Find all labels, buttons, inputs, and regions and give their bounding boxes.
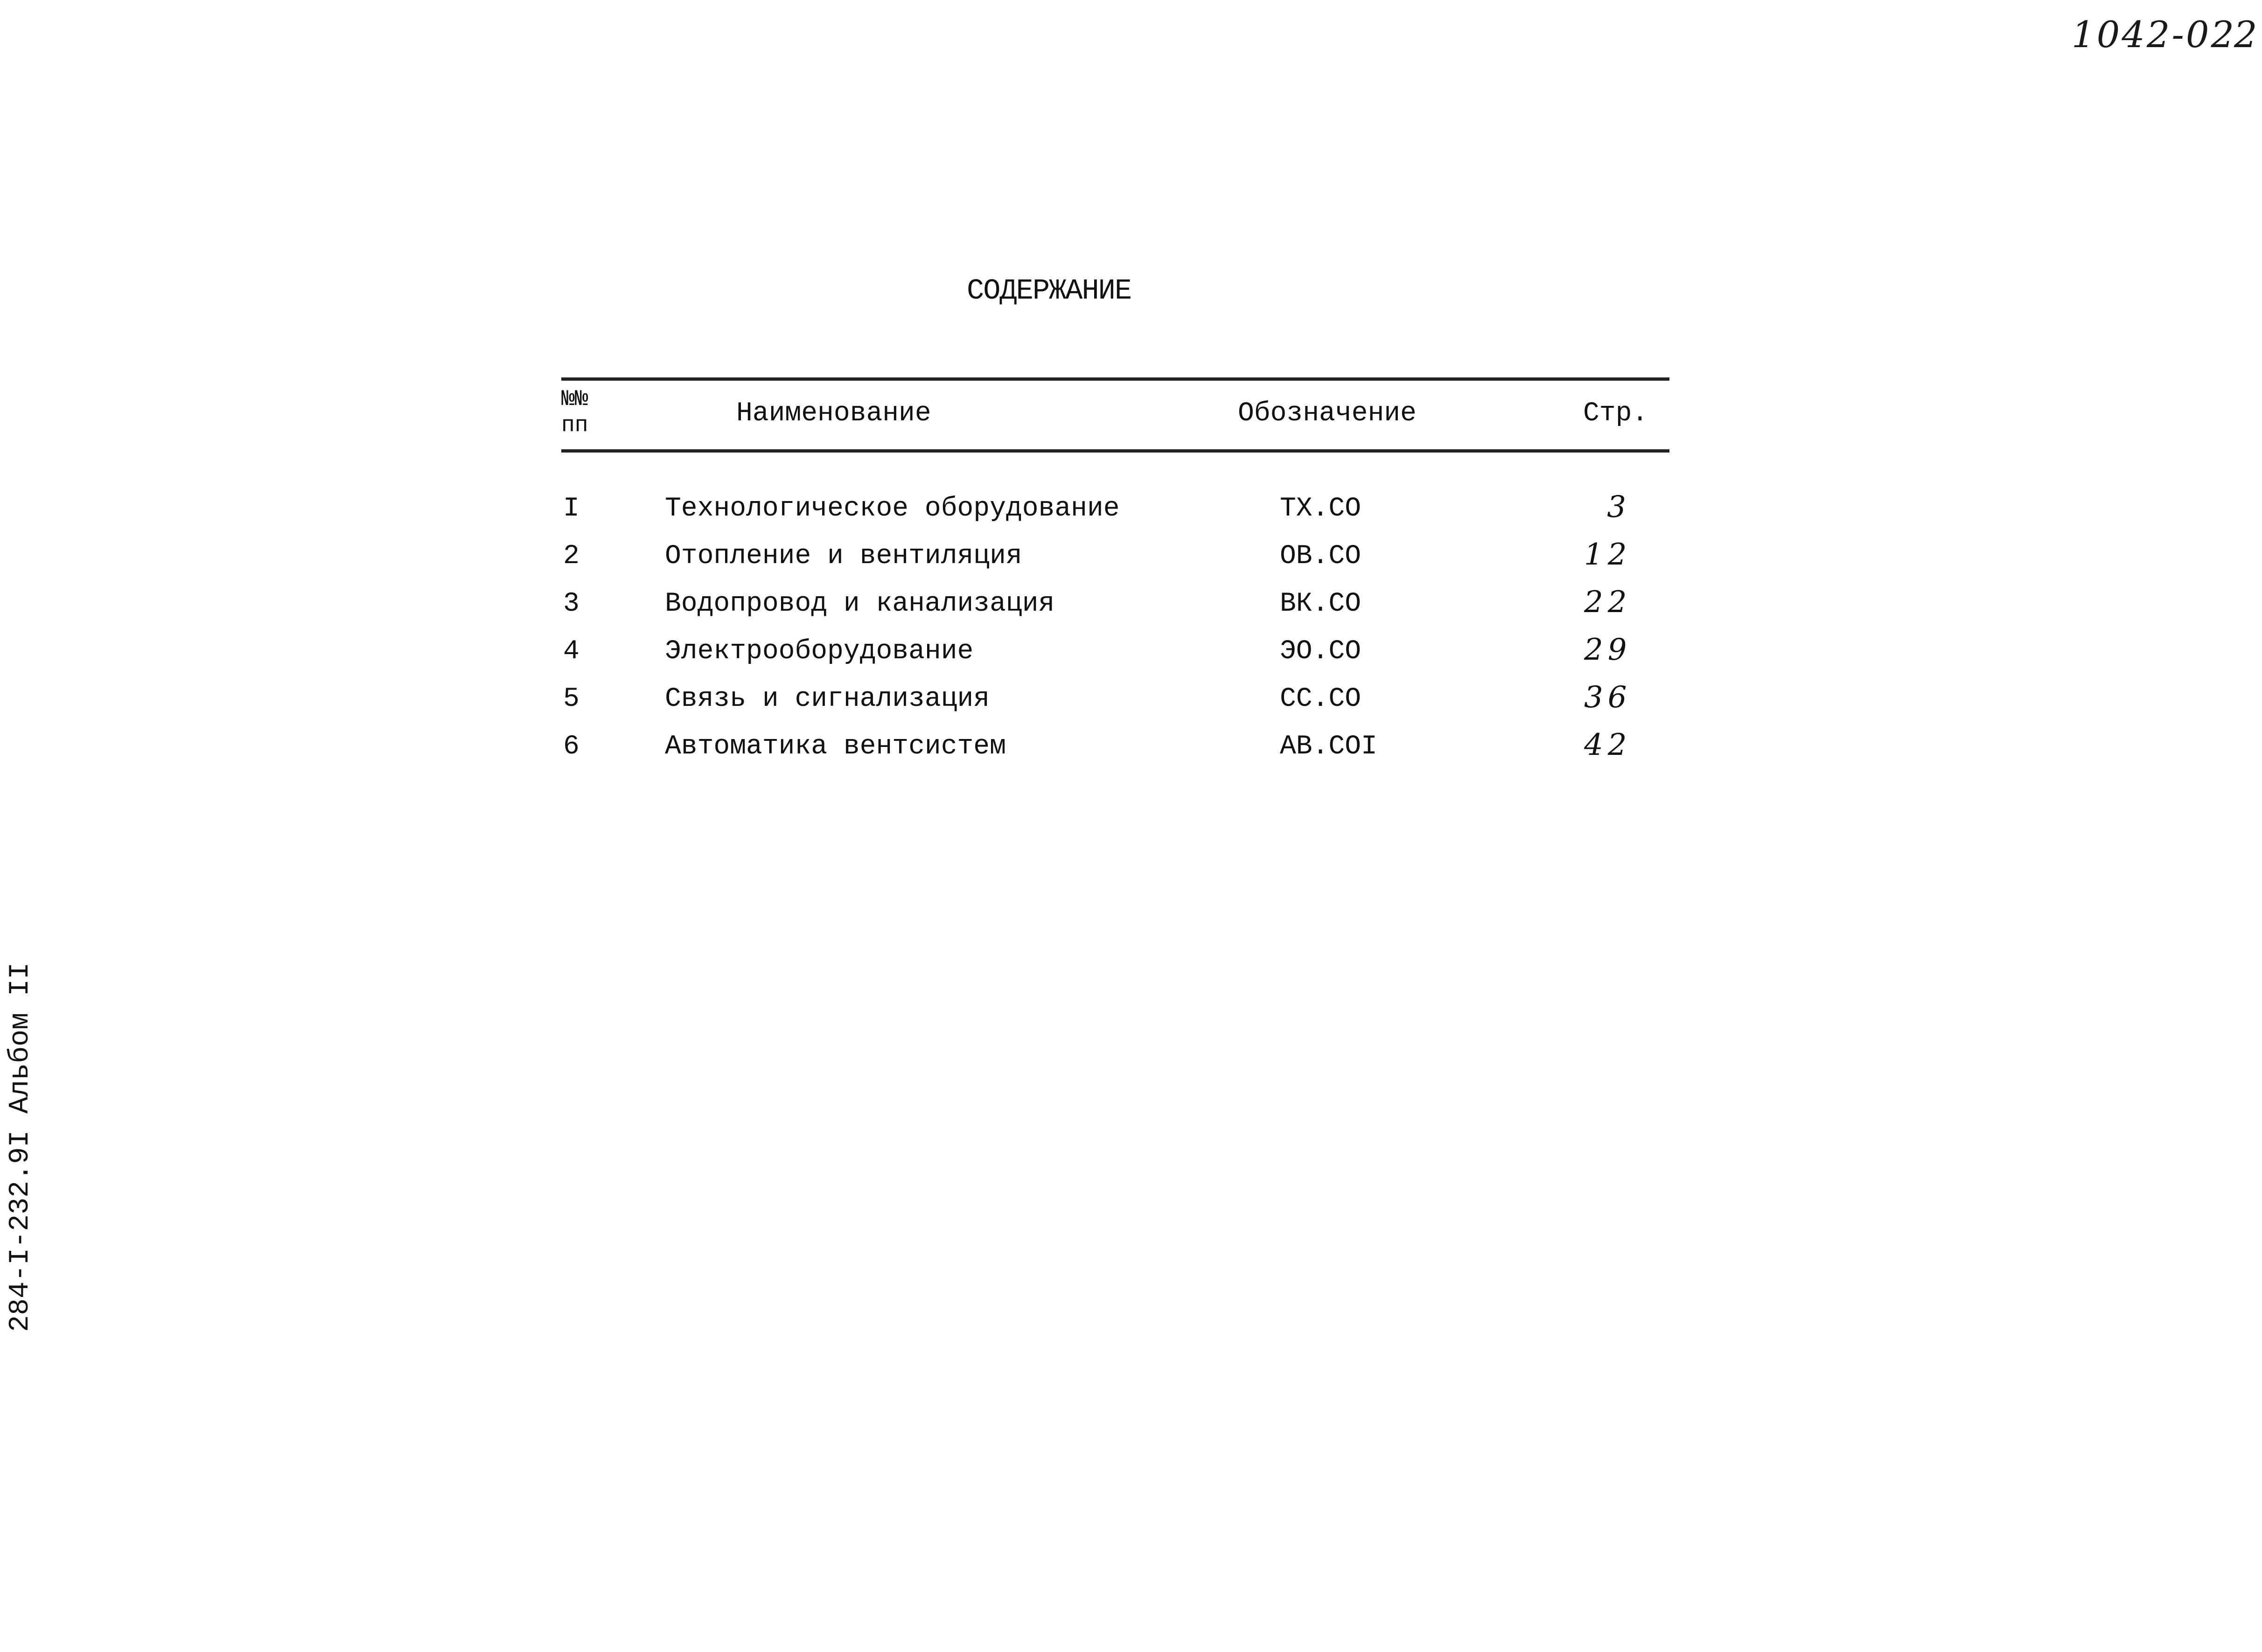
handwritten-doc-code: 1042-02 — [2072, 14, 2236, 56]
row-designation: ЭО.СО — [1280, 636, 1361, 667]
table-row — [0, 585, 2262, 635]
table-row — [0, 633, 2262, 683]
row-number: 6 — [563, 732, 579, 762]
column-header-number-line-1: №№ — [561, 387, 588, 412]
row-page: 29 — [1584, 633, 1632, 667]
row-number: 5 — [563, 684, 579, 714]
table-row — [0, 537, 2262, 588]
row-page: 12 — [1584, 537, 1632, 572]
row-name: Технологическое оборудование — [665, 494, 1120, 524]
row-name: Водопровод и канализация — [665, 589, 1055, 619]
row-name: Связь и сигнализация — [665, 684, 990, 714]
row-designation: ТХ.СО — [1280, 494, 1361, 524]
row-page: 22 — [1584, 585, 1632, 620]
page-title: СОДЕРЖАНИЕ — [967, 274, 1131, 307]
row-number: 2 — [563, 541, 579, 572]
column-header-number — [561, 386, 588, 439]
row-designation: ВК.СО — [1280, 589, 1361, 619]
column-header-number-line-2: пп — [561, 413, 588, 438]
table-top-rule — [561, 377, 1669, 381]
row-designation: ОВ.СО — [1280, 541, 1361, 572]
row-number: I — [563, 494, 579, 524]
handwritten-page-number: 2 — [2234, 14, 2257, 56]
row-name: Отопление и вентиляция — [665, 541, 1022, 572]
row-designation: СС.СО — [1280, 684, 1361, 714]
row-page: 3 — [1607, 490, 1631, 524]
table-row — [0, 490, 2262, 540]
row-page: 42 — [1584, 728, 1632, 762]
row-designation: АВ.СОI — [1280, 732, 1377, 762]
row-name: Электрооборудование — [665, 636, 974, 667]
column-header-designation: Обозначение — [1238, 398, 1417, 429]
row-number: 3 — [563, 589, 579, 619]
row-number: 4 — [563, 636, 579, 667]
row-page: 36 — [1584, 680, 1632, 715]
table-row — [0, 680, 2262, 731]
margin-album-label: 284-I-232.9I Альбом II — [5, 962, 36, 1332]
table-header-rule — [561, 449, 1669, 453]
column-header-page: Стр. — [1583, 398, 1648, 429]
row-name: Автоматика вентсистем — [665, 732, 1006, 762]
column-header-name: Наименование — [736, 398, 931, 429]
table-row — [0, 728, 2262, 778]
